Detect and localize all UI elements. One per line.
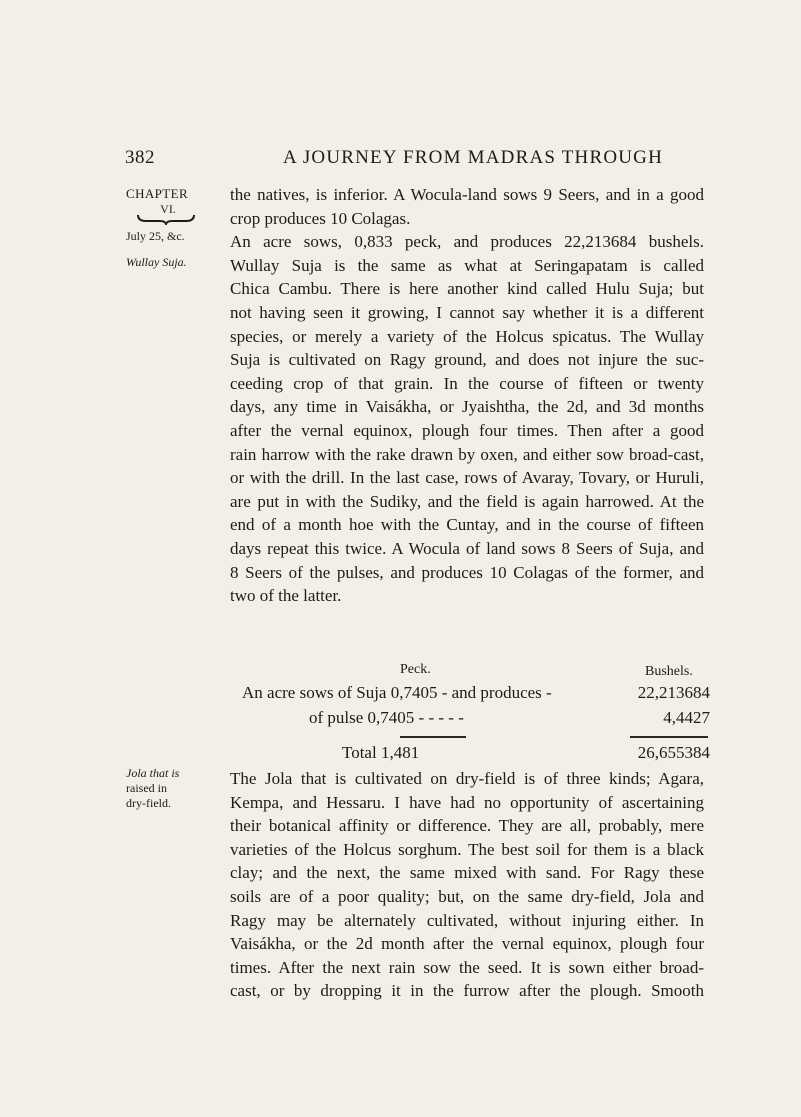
text-line: An acre sows, 0,833 peck, and produces 22,213684 bushels. bbox=[230, 232, 704, 252]
text-line: two of the latter. bbox=[230, 586, 342, 606]
table-row-text: An acre sows of Suja 0,7405 - and produces - bbox=[242, 683, 552, 702]
text-line: Wullay Suja is the same as what at Seringapatam is called bbox=[230, 255, 704, 275]
margin-note-wullay-suja: Wullay Suja. bbox=[126, 255, 187, 269]
chapter-brace-icon bbox=[136, 213, 196, 225]
table-header-peck: Peck. bbox=[400, 662, 431, 677]
text-line: after the vernal equinox, plough four times. Then after a good bbox=[230, 420, 704, 440]
table-total-value: 26,655384 bbox=[637, 743, 710, 762]
text-line: ceeding crop of that grain. In the course of fifteen or twenty bbox=[230, 373, 704, 393]
margin-note-jola-line: dry-field. bbox=[126, 796, 171, 810]
text-line: the natives, is inferior. A Wocula-land sows 9 Seers, and in a good bbox=[230, 185, 704, 204]
text-line: their botanical affinity or difference. They are all, probably, mere bbox=[230, 816, 704, 836]
text-line: clay; and the next, the same mixed with sand. For Ragy these bbox=[230, 863, 704, 883]
paragraph-wullay-suja bbox=[230, 183, 704, 608]
text-line: species, or merely a variety of the Holcus spicatus. The Wullay bbox=[230, 326, 704, 346]
text-line: varieties of the Holcus sorghum. The best soil for them is a black bbox=[230, 839, 704, 859]
page-header bbox=[0, 147, 801, 173]
text-line: times. After the next rain sow the seed. It is sown either broad- bbox=[230, 957, 704, 977]
text-line: days, any time in Vaisákha, or Jyaishtha, the 2d, and 3d months bbox=[230, 397, 704, 417]
table-rule bbox=[630, 736, 708, 738]
chapter-number: VI. bbox=[160, 202, 176, 216]
table-total-text: Total 1,481 bbox=[342, 743, 420, 762]
text-line: days repeat this twice. A Wocula of land sows 8 Seers of Suja, and bbox=[230, 538, 704, 558]
text-line: Suja is cultivated on Ragy ground, and does not injure the suc- bbox=[230, 350, 704, 370]
text-line: cast, or by dropping it in the furrow after the plough. Smooth bbox=[230, 981, 704, 1001]
text-line: Kempa, and Hessaru. I have had no opportunity of ascertaining bbox=[230, 792, 704, 812]
text-line: Chica Cambu. There is here another kind called Hulu Suja; but bbox=[230, 279, 704, 299]
text-line: 8 Seers of the pulses, and produces 10 Colagas of the former, and bbox=[230, 562, 704, 582]
text-line: rain harrow with the rake drawn by oxen, and either sow broad-cast, bbox=[230, 444, 704, 464]
text-line: soils are of a poor quality; but, on the same dry-field, Jola and bbox=[230, 886, 704, 906]
text-line: end of a month hoe with the Cuntay, and in the course of fifteen bbox=[230, 515, 704, 535]
text-line: or with the drill. In the last case, rows of Avaray, Tovary, or Huruli, bbox=[230, 468, 704, 488]
text-line: Ragy may be alternately cultivated, without injuring either. In bbox=[230, 910, 704, 930]
table-row-value: 22,213684 bbox=[637, 683, 710, 702]
table-row-value: 4,4427 bbox=[663, 708, 710, 727]
chapter-label: CHAPTER bbox=[126, 186, 189, 201]
table-rule bbox=[400, 736, 466, 738]
text-line: not having seen it growing, I cannot say whether it is a different bbox=[230, 302, 704, 322]
running-head: A JOURNEY FROM MADRAS THROUGH bbox=[283, 147, 664, 168]
margin-note-jola-line: raised in bbox=[126, 781, 167, 795]
page-number: 382 bbox=[125, 147, 155, 168]
margin-note-date: July 25, &c. bbox=[126, 229, 185, 243]
table-row-text: of pulse 0,7405 - - - - - bbox=[309, 708, 464, 727]
margin-note-jola-line: Jola that is bbox=[126, 766, 180, 780]
paragraph-jola bbox=[230, 767, 704, 1003]
text-line: crop produces 10 Colagas. bbox=[230, 208, 411, 228]
text-line: Vaisákha, or the 2d month after the vernal equinox, plough four bbox=[230, 934, 704, 954]
text-line: are put in with the Sudiky, and the field is again harrowed. At the bbox=[230, 491, 704, 511]
table-header-bushels: Bushels. bbox=[645, 664, 693, 679]
text-line: The Jola that is cultivated on dry-field is of three kinds; Agara, bbox=[230, 769, 704, 788]
margin-note-jola bbox=[126, 766, 226, 811]
